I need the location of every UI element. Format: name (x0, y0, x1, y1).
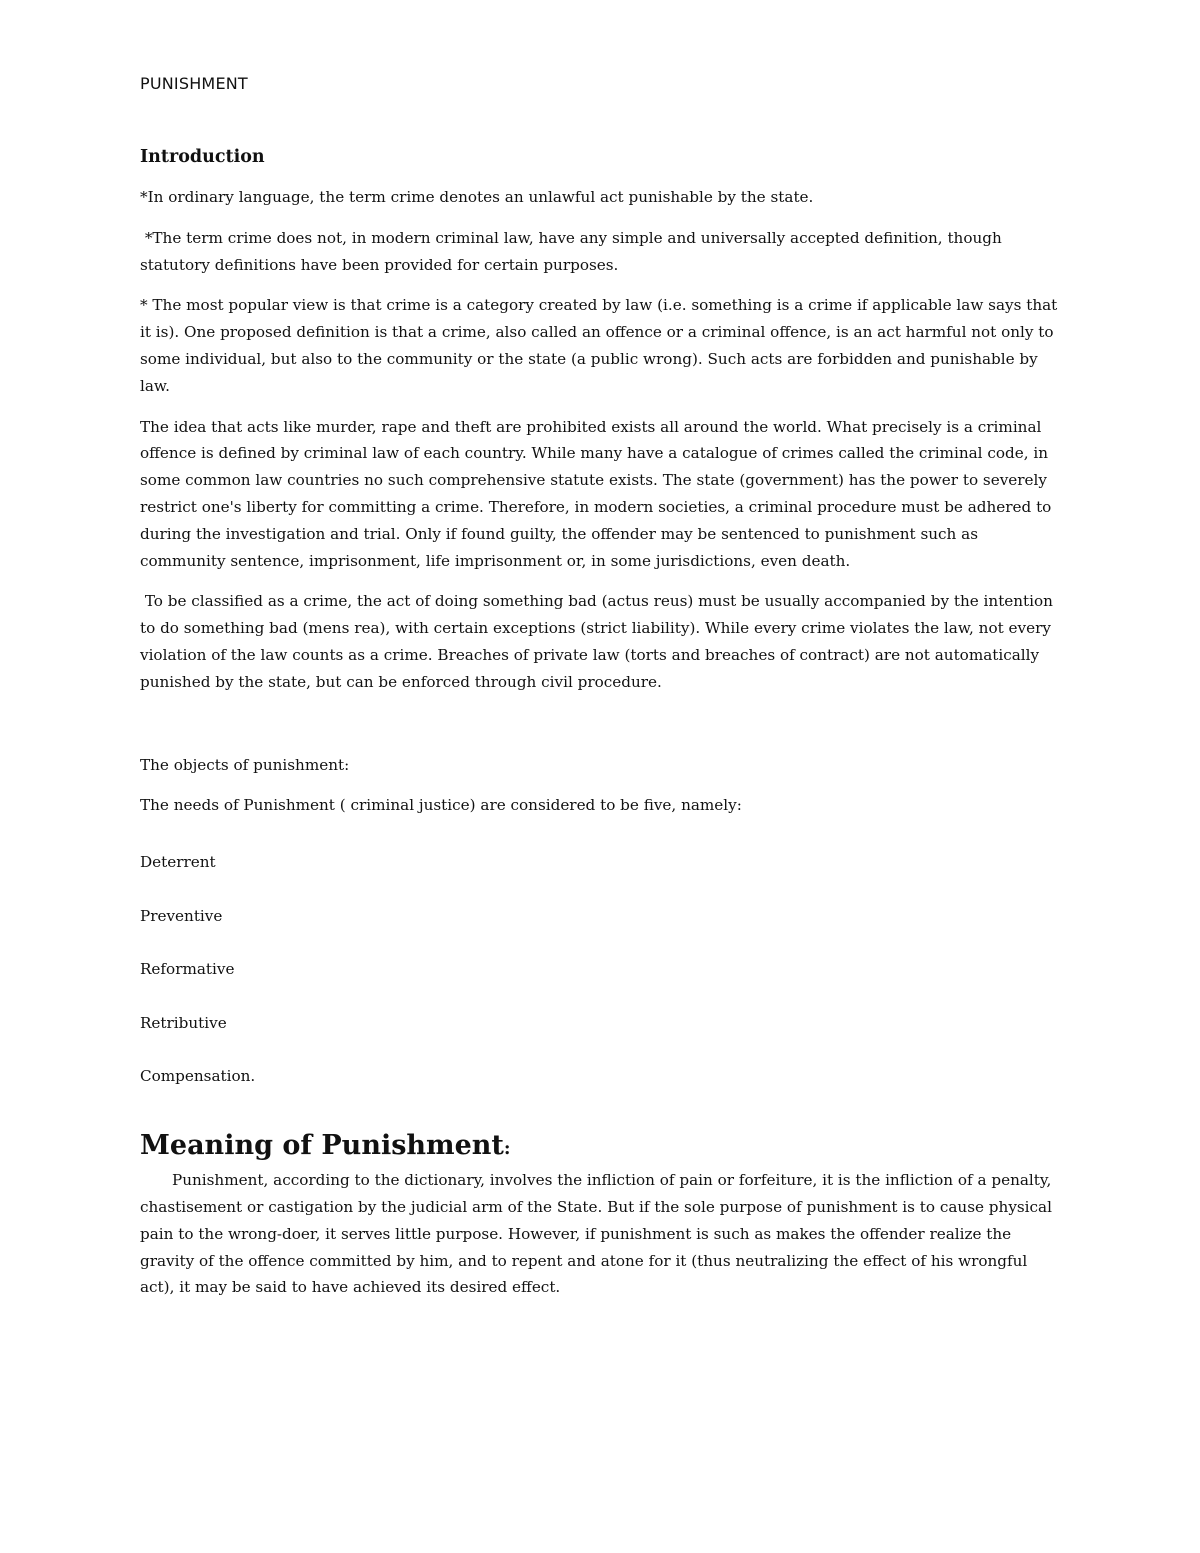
section-spacer (140, 710, 1065, 752)
meaning-heading (140, 1128, 1065, 1167)
intro-paragraph-2: *The term crime does not, in modern criminal law, have any simple and universally accepted definition, though statutory definitions have been provided for certain purposes. (140, 228, 1007, 274)
list-item: Deterrent (140, 853, 216, 872)
meaning-heading-text: Meaning of Punishment (140, 1130, 504, 1162)
list-item: Preventive (140, 906, 223, 925)
list-item: Reformative (140, 960, 235, 979)
objects-list (140, 849, 1065, 1090)
objects-heading: The objects of punishment: (140, 755, 350, 774)
list-item: Compensation. (140, 1067, 256, 1086)
intro-paragraph-3: * The most popular view is that crime is a category created by law (i.e. something is a crime if applicable law says that it is). One proposed definition is that a crime, also called an offence or a criminal offence, is an act harmful not only to some individual, but also to the community or the state (a public wrong). Such acts are forbidden and punishable by law. (140, 296, 1058, 395)
intro-paragraph-1: *In ordinary language, the term crime denotes an unlawful act punishable by the state. (140, 188, 814, 206)
meaning-paragraph: Punishment, according to the dictionary, involves the infliction of pain or forfeiture, it is the infliction of a penalty, chastisement or castigation by the judicial arm of the State. But if the sole purpose of punishment is to cause physical pain to the wrong-doer, it serves little purpose. However, if punishment is such as makes the offender realize the gravity of the offence committed by him, and to repent and atone for it (thus neutralizing the effect of his wrongful act), it may be said to have achieved its desired effect. (140, 1171, 1052, 1297)
intro-paragraph-5: To be classified as a crime, the act of doing something bad (actus reus) must be usually accompanied by the intention to do something bad (mens rea), with certain exceptions (strict liability). While every crime violates the law, not every violation of the law counts as a crime. Breaches of private law (torts and breaches of contract) are not automatically punished by the state, but can be enforced through civil procedure. (140, 592, 1058, 691)
running-header: PUNISHMENT (140, 74, 248, 93)
document-body (140, 144, 1065, 1301)
objects-lead: The needs of Punishment ( criminal justice) are considered to be five, namely: (140, 796, 742, 815)
introduction-heading: Introduction (140, 147, 265, 167)
intro-paragraph-4: The idea that acts like murder, rape and theft are prohibited exists all around the world. What precisely is a criminal offence is defined by criminal law of each country. While many have a catalogue of crimes called the criminal code, in some common law countries no such comprehensive statute exists. The state (government) has the power to severely restrict one's liberty for committing a crime. Therefore, in modern societies, a criminal procedure must be adhered to during the investigation and trial. Only if found guilty, the offender may be sentenced to punishment such as community sentence, imprisonment, life imprisonment or, in some jurisdictions, even death. (140, 417, 1052, 570)
list-item: Retributive (140, 1013, 227, 1032)
meaning-heading-colon: : (503, 1138, 511, 1160)
